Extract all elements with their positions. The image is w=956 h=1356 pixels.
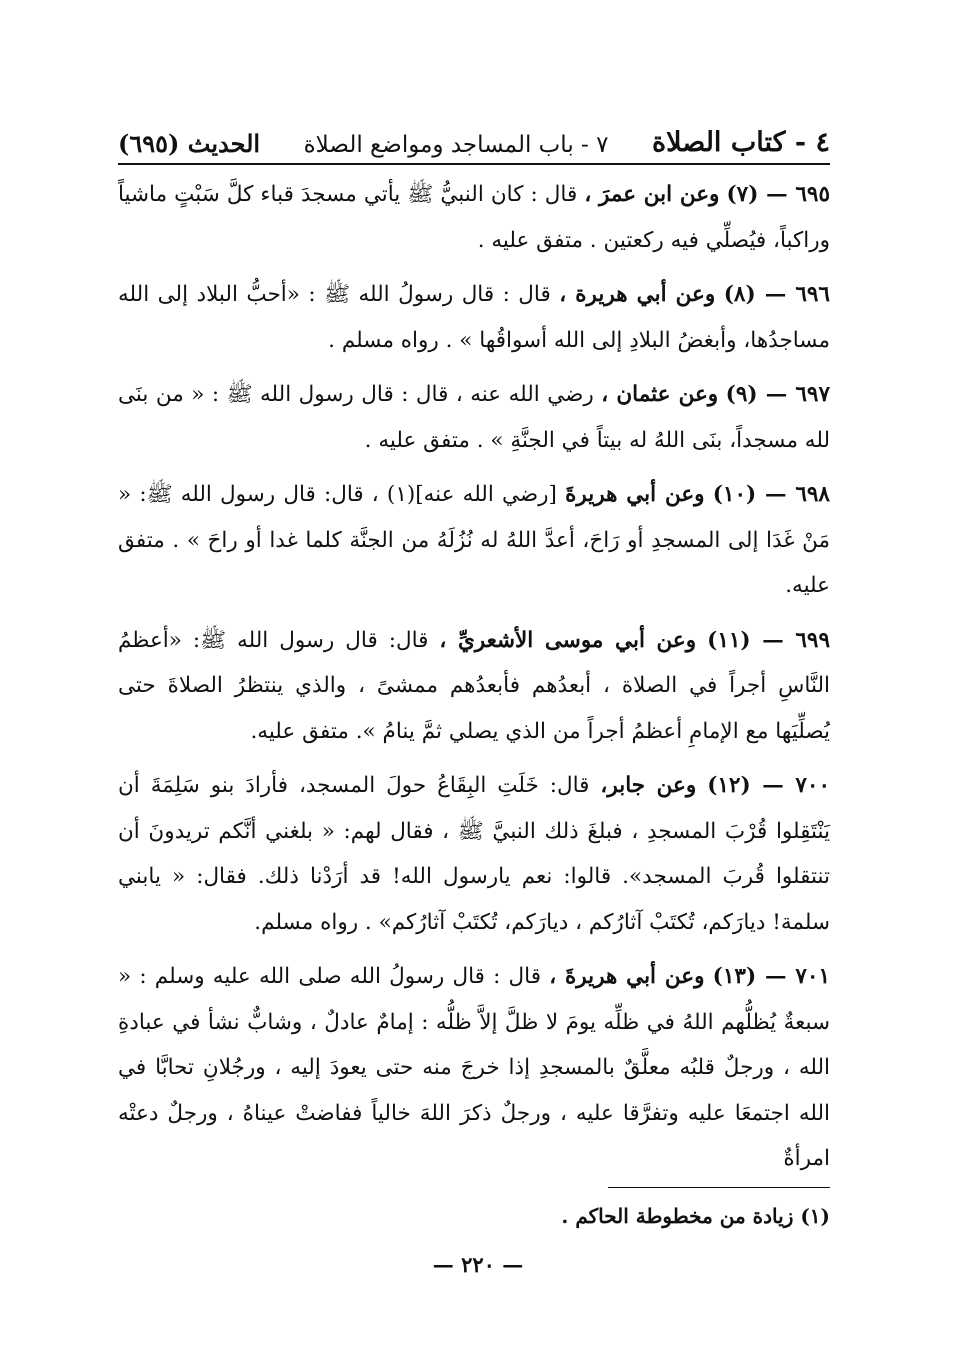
hadith-number: ٦٩٩ — (١١): [707, 627, 830, 653]
hadith-697: [118, 372, 830, 463]
footnote-divider: [608, 1187, 830, 1188]
header-chapter-title: ٧ - باب المساجد ومواضع الصلاة: [303, 132, 609, 158]
hadith-text: قال : قال رسولُ الله صلى الله عليه وسلم : « سبعةٌ يُظلُّهم اللهُ في ظلِّه يومَ لا ظلَّ إلاَّ ظلُّه : إمامٌ عادلٌ ، وشابٌّ نشأ في عبادةِ الله ، ورجلٌ قلبُه معلَّقٌ بالمسجدِ إذا خرجَ منه حتى يعودَ إليه ، ورجُلانِ تحابَّا في الله اجتمعَا عليه وتفرَّقا عليه ، ورجلٌ ذكرَ اللهَ خالياً ففاضتْ عيناهُ ، ورجلٌ دعتْه امرأةٌ: [118, 964, 830, 1171]
hadith-696: [118, 272, 830, 363]
hadith-narrator: وعن أبي موسى الأشعريِّ ،: [439, 627, 697, 653]
hadith-text: قال: قال رسول الله ﷺ: «أعظمُ النَّاسِ أجراً في الصلاة ، أبعدُهم فأبعدُهم ممشىً ، والذي ينتظرُ الصلاةَ حتى يُصلِّيَها مع الإمامِ أعظمُ أجراً من الذي يصلي ثمَّ ينامُ ». متفق عليه.: [118, 627, 830, 744]
hadith-list: [118, 172, 830, 1191]
hadith-700: [118, 763, 830, 945]
hadith-text: [رضي الله عنه](١) ، قال: قال رسول الله ﷺ: « مَنْ غَدَا إلى المسجدِ أو رَاحَ، أعدَّ اللهُ له نُزُلَهُ من الجنَّة كلما غدا أو راحَ » . متفق عليه.: [118, 482, 830, 598]
hadith-narrator: وعن ابن عمرَ ،: [584, 182, 720, 207]
hadith-text: قال: خَلَتِ البِقَاعُ حولَ المسجد، فأرادَ بنو سَلِمَةَ أن يَنْتَقِلوا قُرْبَ المسجدِ ، فبلغَ ذلك النبيَّ ﷺ ، فقال لهم: « بلغني أنَّكم تريدونَ أن تنتقلوا قُربَ المسجد». قالوا: نعم يارسول الله! قد أرَدْنا ذلك. فقال: « يابني سلمة! ديارَكم، تُكتَبْ آثارُكم ، ديارَكم، تُكتَبْ آثارُكم» . رواه مسلم.: [118, 773, 830, 935]
hadith-number: ٦٩٧ — (٩): [725, 382, 830, 407]
hadith-narrator: وعن عثمان ،: [601, 382, 719, 407]
hadith-number: ٧٠٠ — (١٢): [707, 773, 830, 798]
page-number: — ٢٢٠ —: [432, 1252, 524, 1277]
hadith-number: ٦٩٨ — (١٠): [712, 482, 830, 507]
hadith-number: ٦٩٥ — (٧): [726, 182, 830, 207]
hadith-text: قال : قال رسولُ الله ﷺ : «أحبُّ البلاد إلى الله مساجدُها، وأبغضُ البلادِ إلى الله أسواقُها » . رواه مسلم .: [118, 282, 830, 353]
hadith-698: [118, 472, 830, 609]
hadith-number: ٦٩٦ — (٨): [723, 282, 830, 307]
running-header: [118, 112, 830, 158]
hadith-695: [118, 172, 830, 263]
hadith-text: قال : كان النبيُّ ﷺ يأتي مسجدَ قباء كلَّ سَبْتٍ ماشياً وراكباً، فيُصلِّي فيه ركعتين . متفق عليه .: [118, 182, 830, 253]
header-divider: [118, 163, 830, 165]
hadith-number: ٧٠١ — (١٣): [712, 964, 830, 989]
header-hadith-range: الحديث (٦٩٥): [118, 129, 261, 158]
hadith-narrator: وعن جابر،: [600, 773, 697, 798]
hadith-701: [118, 954, 830, 1182]
hadith-narrator: وعن أبي هريرةَ: [565, 482, 705, 507]
hadith-text: رضي الله عنه ، قال : قال رسول الله ﷺ : « من بنَى لله مسجداً، بنَى اللهُ له بيتاً في الجنَّةِ » . متفق عليه .: [118, 382, 830, 453]
header-book-title: ٤ - كتاب الصلاة: [652, 127, 830, 158]
hadith-narrator: وعن أبي هريرةَ ،: [549, 964, 705, 989]
hadith-699: [118, 618, 830, 755]
hadith-narrator: وعن أبي هريرة ،: [559, 282, 716, 307]
footnote: (١) زيادة من مخطوطة الحاكم .: [561, 1204, 830, 1228]
